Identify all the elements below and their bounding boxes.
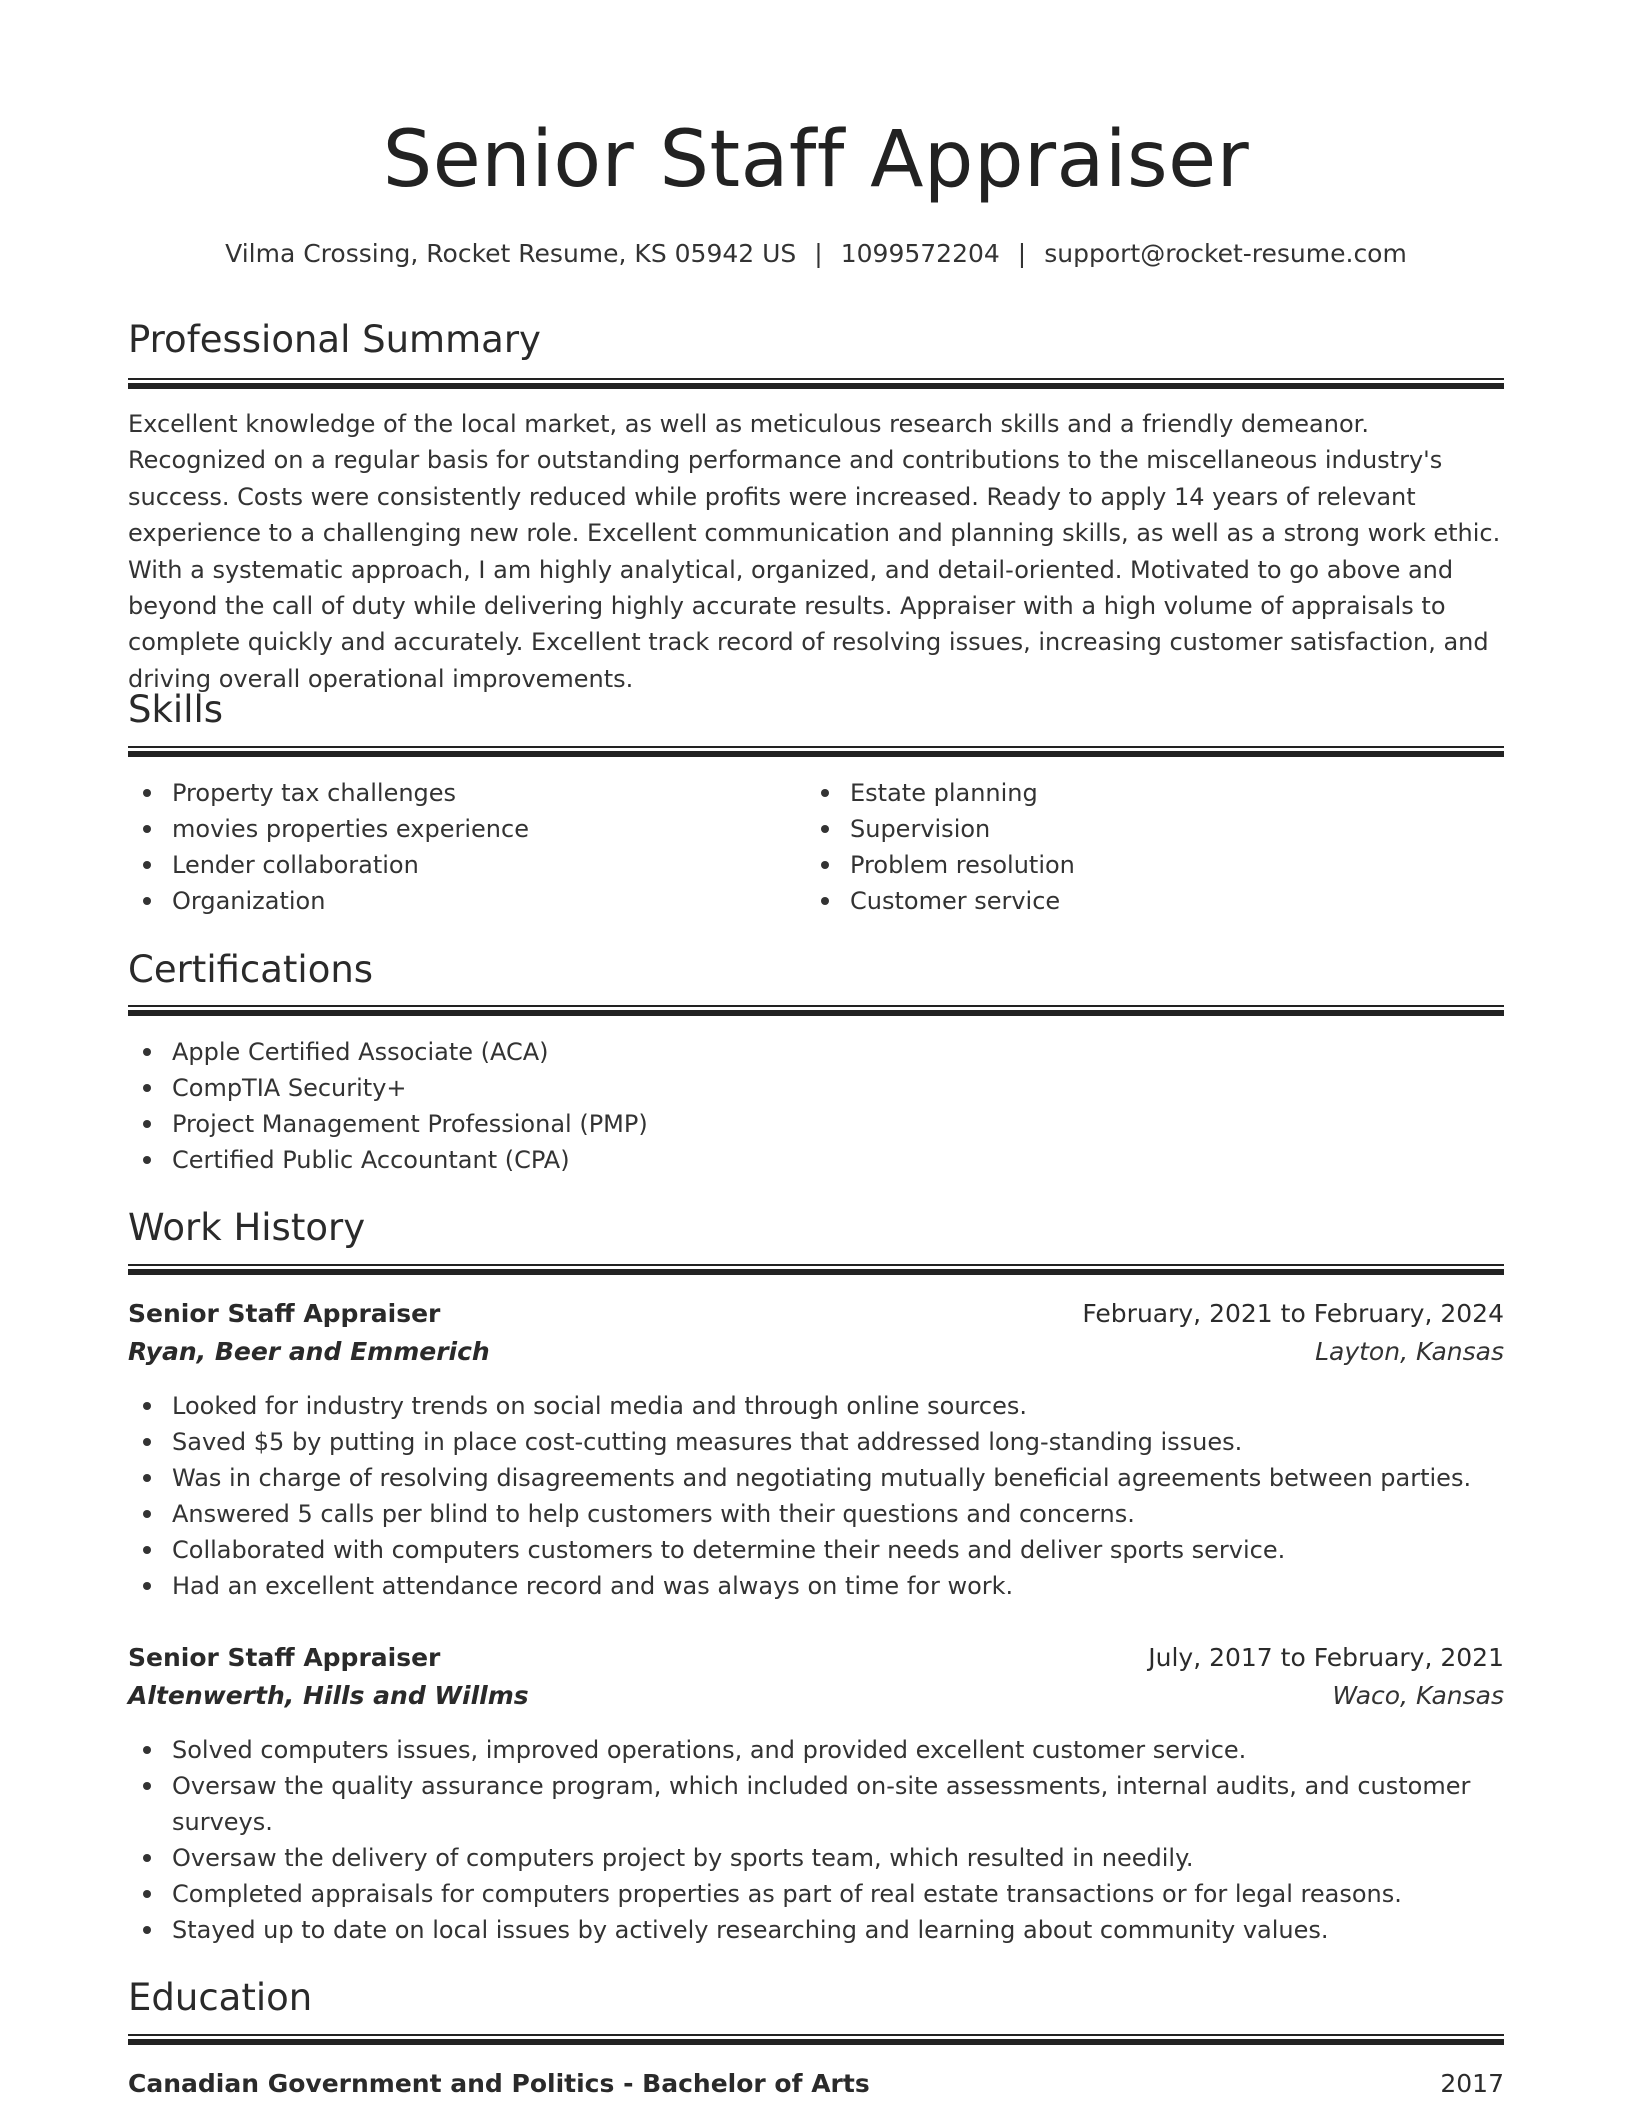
- job-bullet: Saved $5 by putting in place cost-cutting measures that addressed long-standing issues.: [128, 1424, 1504, 1460]
- skill-item: Problem resolution: [806, 847, 1496, 883]
- job-company-row: [128, 1334, 1504, 1370]
- education-heading: Education: [128, 1976, 313, 2019]
- skills-divider: [128, 746, 1504, 756]
- education-year: 2017: [1440, 2069, 1504, 2098]
- job-location: Waco, Kansas: [1332, 1681, 1504, 1710]
- job-company: Ryan, Beer and Emmerich: [128, 1337, 490, 1366]
- skill-item: Supervision: [806, 811, 1496, 847]
- skill-item: Estate planning: [806, 775, 1496, 811]
- job-bullet: Was in charge of resolving disagreements and negotiating mutually beneficial agreements between parties.: [128, 1460, 1504, 1496]
- job-header-row: [128, 1296, 1504, 1332]
- job-dates: February, 2021 to February, 2024: [1082, 1299, 1504, 1328]
- contact-separator: |: [814, 239, 823, 268]
- work-divider: [128, 1264, 1504, 1274]
- summary-section-header: [128, 318, 1504, 362]
- job-title: Senior Staff Appraiser: [128, 1643, 441, 1672]
- job-bullet: Stayed up to date on local issues by actively researching and learning about community values.: [128, 1912, 1504, 1948]
- job-company-row: [128, 1678, 1504, 1714]
- skills-heading: Skills: [128, 688, 224, 731]
- job-bullet: Answered 5 calls per blind to help customers with their questions and concerns.: [128, 1496, 1504, 1532]
- contact-line: [128, 238, 1504, 271]
- skill-item: Property tax challenges: [128, 775, 788, 811]
- job-bullet: Oversaw the quality assurance program, which included on-site assessments, internal audits, and customer surveys.: [128, 1768, 1504, 1840]
- skills-list-left: [128, 775, 788, 919]
- skill-item: Customer service: [806, 883, 1496, 919]
- job-location: Layton, Kansas: [1315, 1337, 1504, 1366]
- job-header-row: [128, 1640, 1504, 1676]
- job-bullet: Solved computers issues, improved operations, and provided excellent customer service.: [128, 1732, 1504, 1768]
- contact-email: support@rocket-resume.com: [1044, 239, 1407, 268]
- work-heading: Work History: [128, 1206, 366, 1249]
- summary-text: Excellent knowledge of the local market, as well as meticulous research skills and a friendly demeanor. Recognized on a regular basis for outstanding performance and contributions to the miscellaneous industry's success. Costs were consistently reduced while profits were increased. Ready to apply 14 years of relevant experience to a challenging new role. Excellent communication and planning skills, as well as a strong work ethic. With a systematic approach, I am highly analytical, organized, and detail-oriented. Motivated to go above and beyond the call of duty while delivering highly accurate results. Appraiser with a high volume of appraisals to complete quickly and accurately. Excellent track record of resolving issues, increasing customer satisfaction, and driving overall operational improvements.: [128, 410, 1501, 693]
- contact-phone: 1099572204: [840, 239, 1000, 268]
- certifications-section-header: [128, 948, 1504, 992]
- education-section-header: [128, 1976, 1504, 2020]
- job-title: Senior Staff Appraiser: [128, 1299, 441, 1328]
- certification-item: CompTIA Security+: [128, 1070, 1504, 1106]
- job-bullet: Had an excellent attendance record and was always on time for work.: [128, 1568, 1504, 1604]
- skills-section-header: [128, 688, 1504, 732]
- work-section-header: [128, 1206, 1504, 1250]
- certifications-heading: Certifications: [128, 948, 374, 991]
- skills-list-right: [806, 775, 1496, 919]
- skill-item: Lender collaboration: [128, 847, 788, 883]
- job-bullet: Completed appraisals for computers properties as part of real estate transactions or for legal reasons.: [128, 1876, 1504, 1912]
- certification-item: Project Management Professional (PMP): [128, 1106, 1504, 1142]
- education-divider: [128, 2034, 1504, 2044]
- job-bullets: [128, 1388, 1504, 1604]
- job-bullet: Oversaw the delivery of computers project by sports team, which resulted in needily.: [128, 1840, 1504, 1876]
- education-degree: Canadian Government and Politics - Bachelor of Arts: [128, 2069, 870, 2098]
- education-row: [128, 2066, 1504, 2102]
- job-dates: July, 2017 to February, 2021: [1148, 1643, 1504, 1672]
- skill-item: movies properties experience: [128, 811, 788, 847]
- contact-address: Vilma Crossing, Rocket Resume, KS 05942 US: [225, 239, 797, 268]
- skill-item: Organization: [128, 883, 788, 919]
- summary-heading: Professional Summary: [128, 318, 541, 361]
- job-bullet: Collaborated with computers customers to determine their needs and deliver sports service.: [128, 1532, 1504, 1568]
- certification-item: Apple Certified Associate (ACA): [128, 1034, 1504, 1070]
- summary-divider: [128, 378, 1504, 388]
- job-bullets: [128, 1732, 1504, 1948]
- resume-title: Senior Staff Appraiser: [382, 115, 1250, 205]
- certifications-list: [128, 1034, 1504, 1178]
- certifications-divider: [128, 1005, 1504, 1015]
- certification-item: Certified Public Accountant (CPA): [128, 1142, 1504, 1178]
- job-company: Altenwerth, Hills and Willms: [128, 1681, 529, 1710]
- job-bullet: Looked for industry trends on social media and through online sources.: [128, 1388, 1504, 1424]
- contact-separator: |: [1017, 239, 1027, 268]
